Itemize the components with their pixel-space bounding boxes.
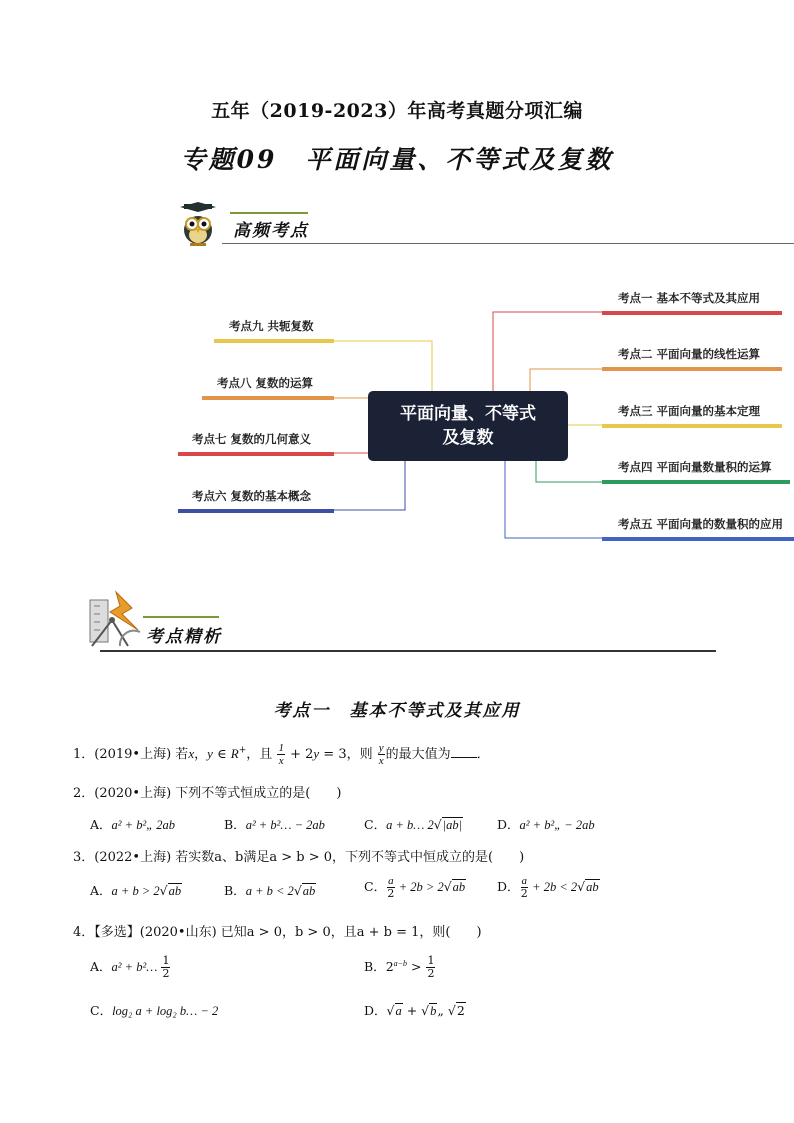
q3-d-radicand: ab	[586, 880, 599, 894]
q2-c-math: a + b… 2	[386, 818, 434, 832]
q4-b-base: 2	[385, 959, 394, 974]
q1-frac2-num: y	[378, 742, 384, 754]
q2-option-a[interactable]	[90, 815, 175, 833]
mindmap-node-6-label[interactable]: 考点六 复数的基本概念	[192, 489, 312, 503]
mindmap-center-node[interactable]	[368, 391, 568, 461]
q3-d-letter: D．	[497, 879, 520, 894]
document-subtitle: 专题09 平面向量、不等式及复数	[180, 145, 614, 174]
q4-a-num: 1	[162, 954, 170, 967]
q3-a-letter: A．	[90, 883, 112, 898]
q4-a-frac	[161, 955, 170, 980]
q3-c-radicand: ab	[452, 880, 466, 894]
q2-d-math: a² + b²„ − 2ab	[519, 818, 595, 832]
q1-var-x: x	[188, 746, 195, 761]
q2-a-math: a² + b²„ 2ab	[111, 818, 176, 832]
q2-a-letter: A．	[90, 817, 112, 832]
question-3-stem: 3．(2022•上海) 若实数a、b满足a > b > 0，下列不等式中恒成立的是( )	[73, 850, 525, 865]
q1-in: ∈	[212, 747, 231, 762]
geometry-tools-icon	[86, 590, 142, 650]
q4-a-letter: A．	[90, 959, 112, 974]
q1-sep: ，	[194, 747, 208, 762]
q1-mid: + 2	[285, 747, 314, 762]
document-title: 五年（2019-2023）年高考真题分项汇编	[211, 100, 583, 122]
question-2-stem: 2．(2020•上海) 下列不等式恒成立的是( )	[73, 786, 342, 801]
q4-d-plus: +	[402, 1003, 422, 1018]
q3-d-num: a	[521, 875, 528, 887]
q1-frac1-den: x	[278, 755, 284, 767]
mindmap-node-5-bar	[602, 537, 794, 541]
q2-c-letter: C．	[364, 817, 387, 832]
mindmap-node-7-label[interactable]: 考点七 复数的几何意义	[192, 432, 312, 446]
q2-b-math: a² + b²… − 2ab	[245, 818, 325, 832]
q2-c-radicand: |ab|	[442, 818, 463, 832]
q4-d-radicand-b: b	[430, 1004, 437, 1018]
q3-c-frac	[387, 875, 395, 900]
mindmap-node-4-bar	[602, 480, 790, 484]
q2-b-letter: B．	[224, 817, 246, 832]
q1-eq: = 3，则	[319, 747, 373, 762]
q4-b-den: 2	[427, 967, 435, 980]
q4-d-le: „	[437, 1003, 448, 1018]
q3-a-radicand: ab	[168, 884, 182, 898]
mindmap-node-1-label[interactable]: 考点一 基本不等式及其应用	[618, 291, 761, 305]
q4-d-radicand-a: a	[395, 1004, 402, 1018]
q3-option-a[interactable]: A．a + b > 2√ab	[90, 883, 182, 898]
mindmap-node-1-bar	[602, 311, 782, 315]
q1-and: ，且	[246, 747, 273, 762]
q4-option-b[interactable]	[364, 955, 436, 980]
q1-var-y2: y	[313, 746, 320, 761]
q1-frac-1	[277, 742, 285, 767]
q4-d-radicand-2: 2	[456, 1003, 465, 1018]
q3-option-b[interactable]: B．a + b < 2√ab	[224, 883, 316, 898]
q4-option-c[interactable]	[90, 1001, 218, 1019]
q4-option-d[interactable]: D．√a + √b„ √2	[364, 1003, 465, 1018]
q1-text: 1．(2019•上海) 若	[73, 747, 189, 762]
q1-frac1-num: 1	[278, 742, 284, 754]
q4-a-den: 2	[162, 967, 170, 980]
q3-option-c[interactable]: C． $\frac{a}{2}$ + 2b > 2√ab	[364, 875, 466, 900]
q3-b-math: a + b < 2	[245, 884, 294, 898]
section-title-high-frequency: 高频考点	[233, 221, 309, 241]
q3-c-den: 2	[387, 887, 395, 900]
section-divider-2	[100, 650, 716, 652]
center-node-line2: 及复数	[442, 428, 494, 448]
mindmap-node-2-bar	[602, 367, 782, 371]
mindmap-node-3-bar	[602, 424, 782, 428]
q3-b-letter: B．	[224, 883, 246, 898]
mindmap-node-8-label[interactable]: 考点八 复数的运算	[217, 376, 314, 390]
q3-d-frac	[521, 875, 529, 900]
mindmap-node-8-bar	[202, 396, 334, 400]
q4-option-a[interactable]	[90, 955, 171, 980]
q1-dot: ．	[476, 747, 490, 762]
question-4-stem: 4．【多选】(2020•山东) 已知a > 0，b > 0，且a + b = 1，则( )	[73, 925, 482, 940]
q4-b-letter: B．	[364, 959, 386, 974]
mindmap-node-7-bar	[178, 452, 334, 456]
q4-a-math: a² + b²…	[111, 960, 161, 974]
q4-b-num: 1	[427, 954, 435, 967]
center-node-line1: 平面向量、不等式	[400, 404, 536, 424]
mindmap-node-9-label[interactable]: 考点九 共轭复数	[229, 319, 314, 333]
q1-frac2-den: x	[378, 755, 384, 767]
q3-c-letter: C．	[364, 879, 387, 894]
q1-end: 的最大值为	[385, 747, 451, 762]
q2-option-d[interactable]	[497, 815, 595, 833]
q1-answer-blank[interactable]	[451, 747, 477, 758]
section-accent-line-2	[143, 616, 219, 618]
mindmap-node-5-label[interactable]: 考点五 平面向量的数量积的应用	[618, 517, 784, 531]
q2-d-letter: D．	[497, 817, 520, 832]
mindmap-node-4-label[interactable]: 考点四 平面向量数量积的运算	[618, 460, 772, 474]
q3-d-den: 2	[520, 887, 528, 900]
q4-c-letter: C．	[90, 1003, 113, 1018]
mindmap-node-3-label[interactable]: 考点三 平面向量的基本定理	[618, 404, 761, 418]
question-1	[73, 742, 490, 767]
q3-c-math: + 2b > 2	[395, 880, 444, 894]
q2-option-b[interactable]	[224, 815, 325, 833]
q3-c-num: a	[388, 875, 394, 887]
q4-c-math: log₂ a + log₂ b… − 2	[112, 1004, 219, 1018]
q1-set: R	[230, 746, 239, 761]
mindmap-node-2-label[interactable]: 考点二 平面向量的线性运算	[618, 347, 761, 361]
q3-a-math: a + b > 2	[111, 884, 160, 898]
q1-sup: +	[238, 745, 247, 756]
q2-option-c[interactable]: C．a + b… 2√|ab|	[364, 817, 463, 832]
q3-option-d[interactable]: D． $\frac{a}{2}$ + 2b < 2√ab	[497, 875, 599, 900]
q4-b-exponent: a−b	[393, 958, 408, 968]
section-title-analysis: 考点精析	[146, 627, 222, 647]
q3-d-math: + 2b < 2	[529, 880, 578, 894]
mindmap-node-6-bar	[178, 509, 334, 513]
q3-b-radicand: ab	[302, 884, 316, 898]
topic-heading: 考点一 基本不等式及其应用	[273, 701, 521, 721]
mindmap-node-9-bar	[214, 339, 334, 343]
q1-var-y: y	[207, 746, 213, 761]
q4-b-gt: >	[407, 959, 426, 974]
q4-d-letter: D．	[364, 1003, 387, 1018]
q4-b-frac	[426, 955, 435, 980]
q1-frac-2	[378, 742, 385, 767]
